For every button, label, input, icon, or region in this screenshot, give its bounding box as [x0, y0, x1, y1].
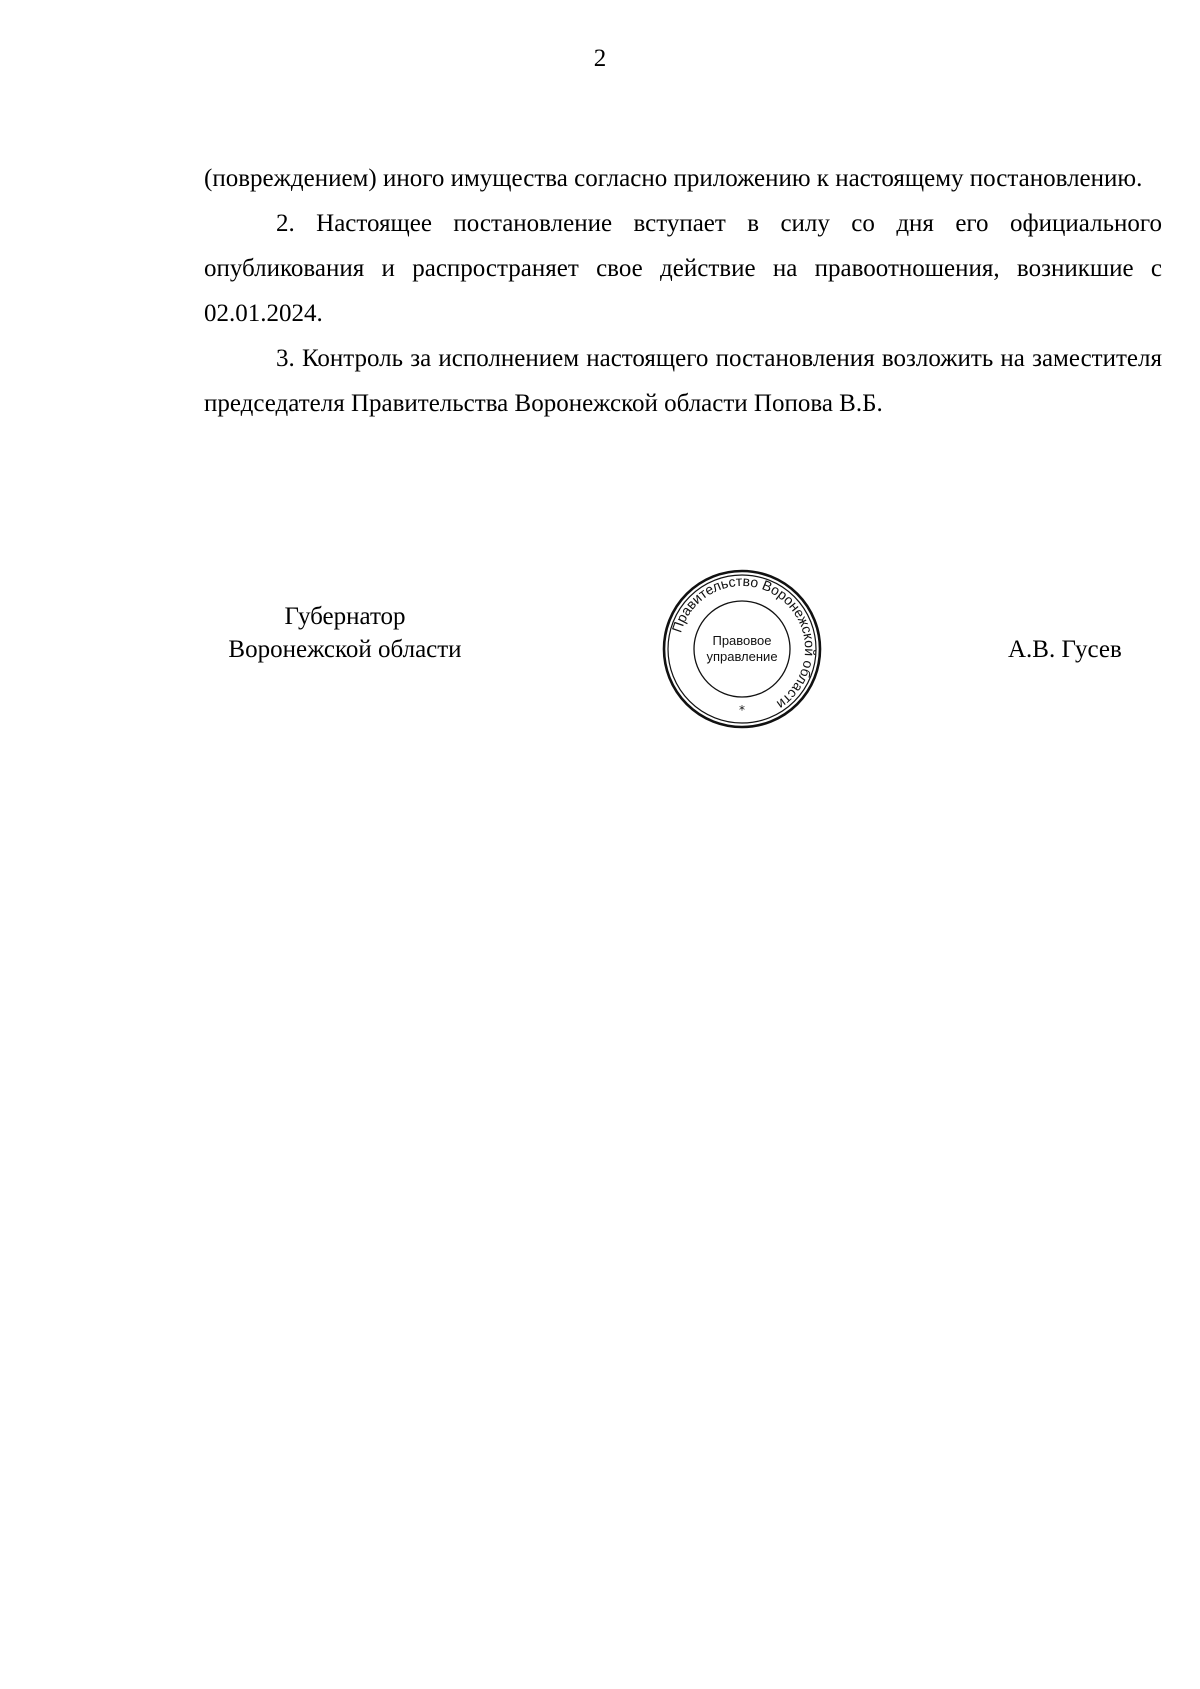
signatory-title — [200, 600, 490, 666]
stamp-center-line2: управление — [706, 649, 778, 664]
signatory-name: А.В. Гусев — [1008, 636, 1122, 663]
stamp-ring-textpath: Правительство Воронежской области — [668, 572, 819, 713]
signatory-title-line2: Воронежской области — [228, 636, 462, 663]
paragraph-2: 2. Настоящее постановление вступает в силу со дня его официального опубликования и распространяет свое действие на правоотношения, возникшие с 02.01.2024. — [204, 210, 1162, 327]
paragraph-3: 3. Контроль за исполнением настоящего постановления возложить на заместителя председателя Правительства Воронежской области Попова В.Б. — [204, 345, 1162, 417]
paragraph-continuation: (повреждением) иного имущества согласно приложению к настоящему постановлению. — [204, 165, 1143, 192]
signatory-title-line1: Губернатор — [284, 603, 406, 630]
signature-block — [0, 600, 1200, 750]
document-body — [204, 156, 1162, 426]
page-number: 2 — [593, 45, 607, 72]
stamp-star: * — [739, 703, 745, 717]
stamp-center-line1: Правовое — [712, 633, 772, 648]
official-stamp — [661, 568, 823, 730]
stamp-seal-icon — [661, 568, 823, 730]
